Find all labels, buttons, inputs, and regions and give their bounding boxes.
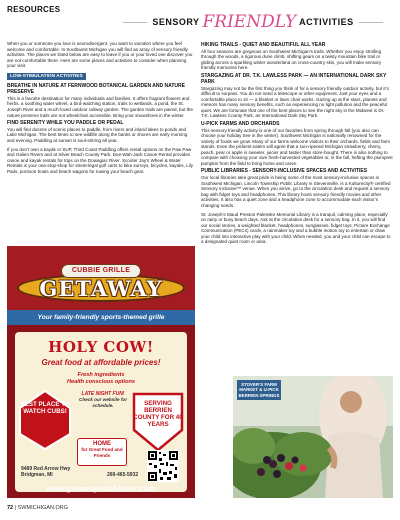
rentals-paragraph: If you don’t own a kayak or SUP, Third Coast Paddling offers rental options on the Paw Paw and Galien Rivers and at Silver Beach County Park. Doe-Wah-Jack Canoe Rental provides canoe and kayak rentals for trips on the Dowagiac River. Scooter Jay’s Wheel & Water Rentals is your one-stop-shop for street-legal golf carts to bike surreys, bicycles, kayaks, Lily Pads, pontoon boats and beach wagons for towing your beach gear. xyxy=(7,146,193,174)
ad-logo xyxy=(17,264,185,304)
getaway-advertisement[interactable] xyxy=(7,246,195,498)
photo-caption: STOVER’S FARM MARKET & U-PICK BERRIEN SPRINGS xyxy=(237,380,281,400)
libraries-paragraph: Our local libraries take great pride in being some of the most sensory-inclusive spaces in Southwest Michigan. Lincoln Township Public Library in Stevensville, is a Kulturecity® certified Sensory Inclusive™ venue. When you arrive, go to the circulation desk and request a sensory bag with fidget toys and headphones. This library hosts sensory friendly movies and other activities. It also has a quiet zone and a headphone zone to accommodate each visitor’s changing needs. xyxy=(201,175,391,209)
ad-late-body: Check our website for schedule. xyxy=(79,397,127,408)
fernwood-heading: BREATHE IN NATURE AT FERNWOOD BOTANICAL GARDEN AND NATURE PRESERVE xyxy=(7,83,185,96)
headline-word-activities: ACTIVITIES xyxy=(299,17,354,27)
ad-address xyxy=(21,466,101,478)
berry-photo xyxy=(233,376,393,498)
paddle-heading: FIND SERENITY WHILE YOU PADDLE OR PEDAL xyxy=(7,120,124,127)
stargazing-paragraph: Stargazing may not be the first thing you think of for a sensory friendly outdoor activity, but it’s difficult to surpass. You do not need a telescope or other equipment. Just your eyes and a comfortable place to sit — a blanket or lawn chair works. Gazing up at the stars, planets and meteors has many sensory benefits, such as experiencing no light pollution and the peaceful quiet. We are fortunate that one of the best places to see the night sky in the Midwest is Dr. T.K. Lawless County Park, an International Dark Sky Park. xyxy=(201,85,389,119)
page-number: 72 xyxy=(7,505,14,511)
site-name[interactable]: SWMICHIGAN.ORG xyxy=(17,505,69,511)
ad-great-food: Great food at affordable prices! xyxy=(41,358,161,367)
ad-home-sub: for Great Food and Friends xyxy=(81,447,123,458)
ad-late-night xyxy=(77,391,129,408)
ad-tagline: Your family-friendly sports-themed grille xyxy=(7,310,195,325)
paddle-paragraph: You will find dozens of scenic places to paddle, from rivers and inland lakes to ponds and Lake Michigan. The best times to see wildlife along the banks or shores are early morning and evening. Paddling at sunset is soul-stirring all year. xyxy=(7,126,188,143)
libraries-heading: PUBLIC LIBRARIES - SENSORY-INCLUSIVE SPACES AND ACTIVITIES xyxy=(201,168,368,175)
ad-address-street: 9489 Red Arrow Hwy xyxy=(21,466,71,472)
upick-paragraph: This sensory friendly activity is one of our favorites from spring through fall (you also can choose your holiday tree in the winter). Southwest Michigan is nationally renowned for the variety of foods we grow. Many of our farms welcome visitors to their orchards, fields and farm stands. Even the pickiest eaters will agree that a sun-ripened Michigan strawberry, cherry, peach, pear or apple is sweeter, juicier and tastier than store-bought. There is also nothing to compare with choosing your own fresh-harvested vegetables or, in the fall, hefting the plumpest pumpkin from the field to bring home and carve. xyxy=(201,127,393,166)
ad-serving-text: SERVING BERRIEN COUNTY FOR 40 YEARS xyxy=(133,400,183,428)
ad-late-title: LATE NIGHT FUN! xyxy=(81,391,125,397)
left-column xyxy=(7,41,195,177)
fernwood-paragraph: This is a favorite destination for many individuals and families. It offers fragrant flowers and herbs, a soothing water wheel, a bird-watching station, trails to wetlands, a pond, the St. Joseph River and a much-loved outdoor railway garden. The garden trails are paved, but the nature preserve trails are not wheelchair accessible. Bring your snowshoes in the winter. xyxy=(7,95,193,118)
section-label: RESOURCES xyxy=(7,5,61,14)
ad-holy-cow: HOLY COW! xyxy=(48,338,154,356)
ad-panel xyxy=(15,332,187,492)
page-footer: 72 | SWMICHIGAN.ORG xyxy=(7,505,69,511)
qr-code-icon[interactable] xyxy=(147,450,179,482)
hiking-heading: HIKING TRAILS - QUIET AND BEAUTIFUL ALL YEAR xyxy=(201,42,326,48)
headline-word-sensory: SENSORY xyxy=(152,17,200,27)
ad-fresh-options xyxy=(15,372,187,386)
ad-address-city: Bridgman, MI xyxy=(21,472,53,478)
st-joseph-library-paragraph: St. Joseph’s Maud Preston Palenske Memorial Library is a tranquil, calming place, especially on rainy or busy beach days. Ask at the circulation desk for a sensory bag. In it, you will find our social stories, a weighted blanket, headphones, sunglasses, fidget toys, Picture Exchange Communication (PECs) cards, a rainmaker toy and a bubble motion toy to entertain or draw your child into interactive play with your child. When needed, you and your child can escape to a designated quiet room or area. xyxy=(201,211,391,245)
ad-fresh-line2: Health conscious options xyxy=(66,378,136,385)
upick-heading: U-PICK FARMS AND ORCHARDS xyxy=(201,120,280,127)
headline-rule-right xyxy=(359,22,383,23)
stargazing-heading: STARGAZING AT DR. T.K. LAWLESS PARK — AN INTERNATIONAL DARK SKY PARK xyxy=(201,72,387,85)
ad-home-plate xyxy=(77,438,127,466)
right-column xyxy=(201,41,393,248)
article-headline xyxy=(118,12,388,32)
ad-name: GETAWAY xyxy=(39,276,163,301)
hiking-paragraph: All four seasons are gorgeous on Southwest Michigan’s trails. Whether you enjoy strolling through the woods, a rigorous dune climb, shifting gears on a twisty mountain bike trail or gliding across a sparkling winter wonderland on cross-country skis, you will make sensory friendly memories here. xyxy=(201,48,382,71)
intro-paragraph: When you or someone you love is neurodivergent, you want to vacation where you feel welcome and comfortable. In Southwest Michigan you will find an array of sensory friendly activities. The places we listed below are easy to leave if you or your loved one discover you are not comfortable there. Here are some places and activities to consider when planning your visit. xyxy=(7,41,193,69)
headline-word-friendly: FRIENDLY xyxy=(202,12,297,32)
low-stimulation-tag: LOW-STIMULATION ACTIVITIES xyxy=(7,73,86,81)
ad-best-badge xyxy=(19,390,71,450)
ad-subname: CUBBIE GRILLE xyxy=(61,264,141,278)
ad-website-link[interactable]: www.getawaycubbiebar.com xyxy=(46,484,156,493)
ad-best-badge-shape xyxy=(19,390,71,450)
ad-serving-badge xyxy=(131,390,185,452)
ad-best-text: BEST PLACE TO WATCH CUBS! xyxy=(20,401,70,415)
ad-fresh-line1: Fresh ingredients xyxy=(77,372,125,378)
ad-home-title: HOME xyxy=(93,441,111,447)
ad-phone[interactable]: 269-465-5932 xyxy=(107,472,139,478)
headline-rule-left xyxy=(123,22,147,23)
